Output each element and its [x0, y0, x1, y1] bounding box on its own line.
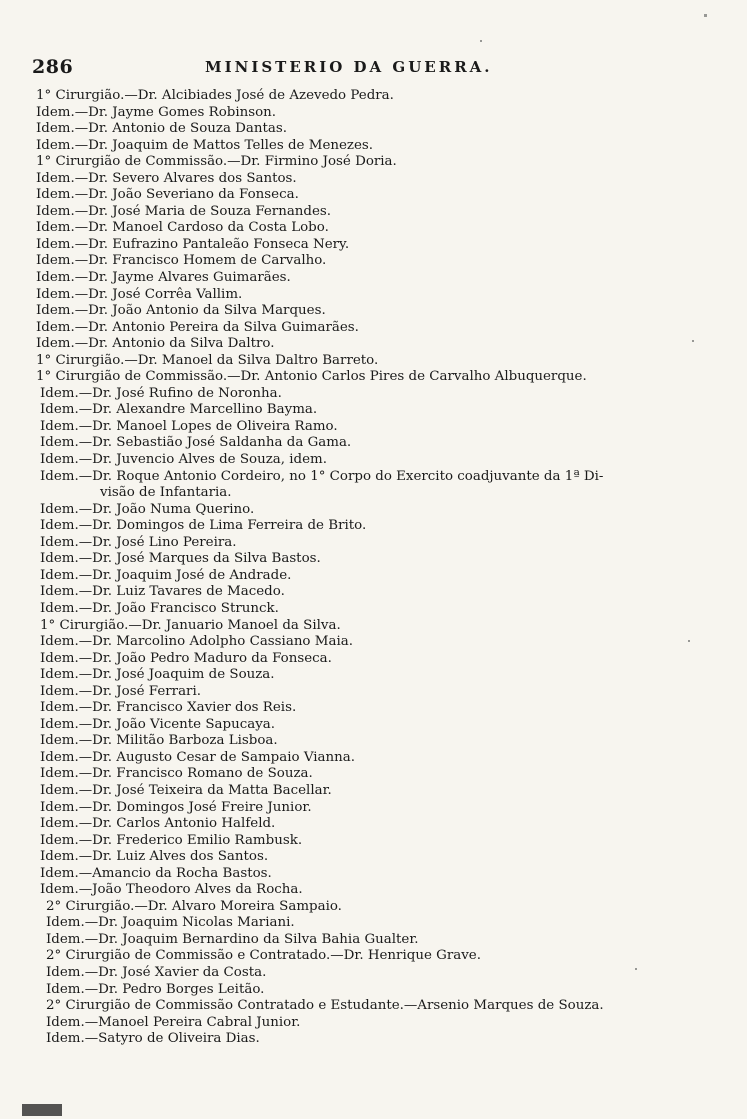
list-item: Idem.—Dr. João Numa Querino. [40, 501, 255, 517]
list-item: Idem.—Dr. Manoel Lopes de Oliveira Ramo. [40, 418, 338, 434]
list-item: Idem.—Dr. Domingos de Lima Ferreira de Brito. [40, 518, 367, 534]
list-item: Idem.—Dr. José Corrêa Vallim. [36, 286, 243, 302]
page-number: 286 [32, 56, 74, 78]
list-item: Idem.—Dr. Jayme Alvares Guimarães. [36, 270, 291, 286]
list-item: Idem.—Dr. José Marques da Silva Bastos. [40, 551, 321, 567]
list-item: Idem.—Dr. Severo Alvares dos Santos. [36, 170, 297, 186]
list-item: Idem.—Dr. Antonio de Souza Dantas. [36, 121, 288, 137]
list-item: Idem.—Dr. Joaquim Nicolas Mariani. [46, 915, 295, 931]
list-item-continuation [36, 485, 736, 502]
list-item: 1° Cirurgião.—Dr. Alcibiades José de Azevedo Pedra. [36, 88, 394, 103]
list-item: Idem.—Dr. Juvencio Alves de Souza, idem. [40, 452, 327, 468]
list-item: Idem.—Dr. João Pedro Maduro da Fonseca. [40, 650, 332, 666]
list-item: Idem.—Dr. Jayme Gomes Robinson. [36, 104, 277, 120]
list-item: Idem.—Dr. José Lino Pereira. [40, 534, 237, 550]
list-item: Idem.—Dr. José Joaquim de Souza. [40, 667, 275, 683]
list-item: Idem.—Dr. Carlos Antonio Halfeld. [40, 816, 276, 832]
list-item: Idem.—Dr. José Teixeira da Matta Bacellar. [40, 782, 332, 798]
print-speck [704, 14, 707, 17]
list-item: Idem.—Dr. Roque Antonio Cordeiro, no 1° Corpo do Exercito coadjuvante da 1ª Di- [40, 468, 604, 484]
list-item: Idem.—Dr. Marcolino Adolpho Cassiano Maia. [40, 634, 353, 650]
running-head: MINISTERIO DA GUERRA. [205, 58, 493, 76]
entry-list [36, 88, 736, 1048]
print-speck [480, 40, 482, 42]
list-item: Idem.—Dr. Eufrazino Pantaleão Fonseca Nery. [36, 236, 350, 252]
list-item: 1° Cirurgião.—Dr. Manoel da Silva Daltro Barreto. [36, 352, 379, 368]
list-item: Idem.—Dr. José Rufino de Noronha. [40, 385, 282, 401]
print-speck [635, 968, 637, 970]
list-item: Idem.—Dr. Alexandre Marcellino Bayma. [40, 402, 318, 418]
list-item: Idem.—Dr. Joaquim Bernardino da Silva Bahia Gualter. [46, 931, 419, 947]
list-item: Idem.—Dr. Militão Barboza Lisboa. [40, 733, 278, 749]
list-item: 2° Cirurgião de Commissão e Contratado.—Dr. Henrique Grave. [46, 948, 481, 964]
list-item: Idem.—Dr. Luiz Alves dos Santos. [40, 849, 269, 865]
list-item: Idem.—Dr. Manoel Cardoso da Costa Lobo. [36, 220, 329, 236]
list-item: Idem.—Dr. José Maria de Souza Fernandes. [36, 203, 332, 219]
list-item: Idem.—Amancio da Rocha Bastos. [40, 865, 272, 881]
print-speck [688, 640, 690, 642]
list-item: 2° Cirurgião de Commissão Contratado e Estudante.—Arsenio Marques de Souza. [46, 998, 604, 1014]
list-item: Idem.—Dr. Augusto Cesar de Sampaio Vianna. [40, 749, 356, 765]
list-item: Idem.—Dr. Domingos José Freire Junior. [40, 799, 312, 815]
list-item: Idem.—Dr. José Ferrari. [40, 683, 201, 699]
list-item: Idem.—Dr. Frederico Emilio Rambusk. [40, 832, 303, 848]
print-speck [692, 340, 694, 342]
list-item: Idem.—Dr. Pedro Borges Leitão. [46, 981, 265, 997]
list-item: Idem.—Dr. João Francisco Strunck. [40, 600, 279, 616]
list-item: Idem.—Dr. João Antonio da Silva Marques. [36, 303, 326, 319]
list-item: Idem.—Dr. João Vicente Sapucaya. [40, 716, 276, 732]
list-item: Idem.—Dr. Francisco Xavier dos Reis. [40, 700, 297, 716]
page-corner-mark [22, 1104, 62, 1116]
list-item: Idem.—Dr. Francisco Romano de Souza. [40, 766, 313, 782]
list-item: 1° Cirurgião de Commissão.—Dr. Firmino José Doria. [36, 154, 397, 170]
list-item: Idem.—Dr. Joaquim José de Andrade. [40, 567, 292, 583]
list-item: Idem.—Manoel Pereira Cabral Junior. [46, 1014, 301, 1030]
list-item: 1° Cirurgião de Commissão.—Dr. Antonio Carlos Pires de Carvalho Albuquerque. [36, 369, 587, 385]
list-item: Idem.—Satyro de Oliveira Dias. [46, 1031, 260, 1047]
continuation-text: visão de Infantaria. [100, 485, 232, 501]
list-item: Idem.—Dr. Luiz Tavares de Macedo. [40, 584, 285, 600]
list-item: 1° Cirurgião.—Dr. Januario Manoel da Silva. [40, 617, 341, 633]
list-item: Idem.—João Theodoro Alves da Rocha. [40, 882, 303, 898]
list-item: Idem.—Dr. Joaquim de Mattos Telles de Menezes. [36, 137, 374, 153]
list-item: Idem.—Dr. Sebastião José Saldanha da Gama. [40, 435, 352, 451]
list-item: Idem.—Dr. João Severiano da Fonseca. [36, 187, 299, 203]
list-item: Idem.—Dr. Francisco Homem de Carvalho. [36, 253, 327, 269]
list-item: Idem.—Dr. Antonio Pereira da Silva Guimarães. [36, 319, 359, 335]
list-item: Idem.—Dr. Antonio da Silva Daltro. [36, 336, 275, 352]
list-item: Idem.—Dr. José Xavier da Costa. [46, 964, 267, 980]
list-item: 2° Cirurgião.—Dr. Alvaro Moreira Sampaio. [46, 898, 342, 914]
